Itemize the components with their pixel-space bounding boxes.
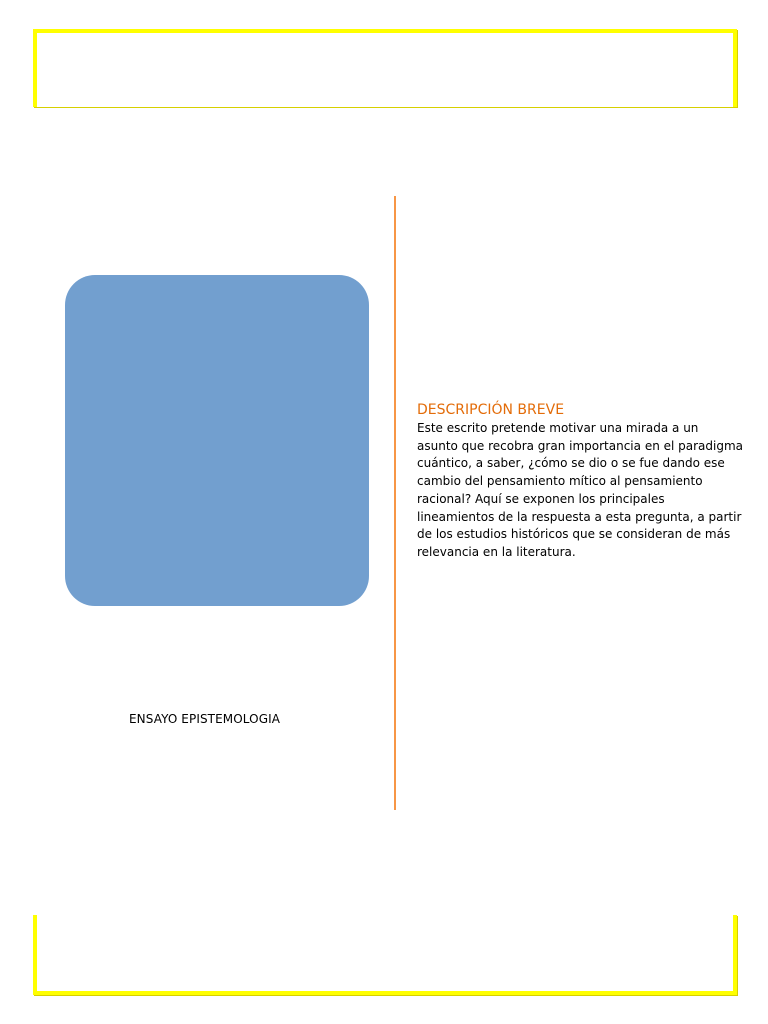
- vertical-divider: [394, 196, 396, 810]
- description-body: Este escrito pretende motivar una mirada a un asunto que recobra gran importancia en el paradigma cuántico, a saber, ¿cómo se dio o se fue dando ese cambio del pensamiento mítico al pensamiento racional? Aquí se exponen los principales lineamientos de la respuesta a esta pregunta, a partir de los estudios históricos que se consideran de más relevancia en la literatura.: [417, 421, 744, 559]
- document-title: ENSAYO EPISTEMOLOGIA: [129, 712, 281, 726]
- description-heading: DESCRIPCIÓN BREVE: [417, 402, 565, 418]
- description-section: [417, 402, 743, 562]
- cover-image-placeholder: [65, 275, 369, 606]
- top-frame-border: [33, 29, 737, 107]
- bottom-frame-border: [33, 915, 737, 995]
